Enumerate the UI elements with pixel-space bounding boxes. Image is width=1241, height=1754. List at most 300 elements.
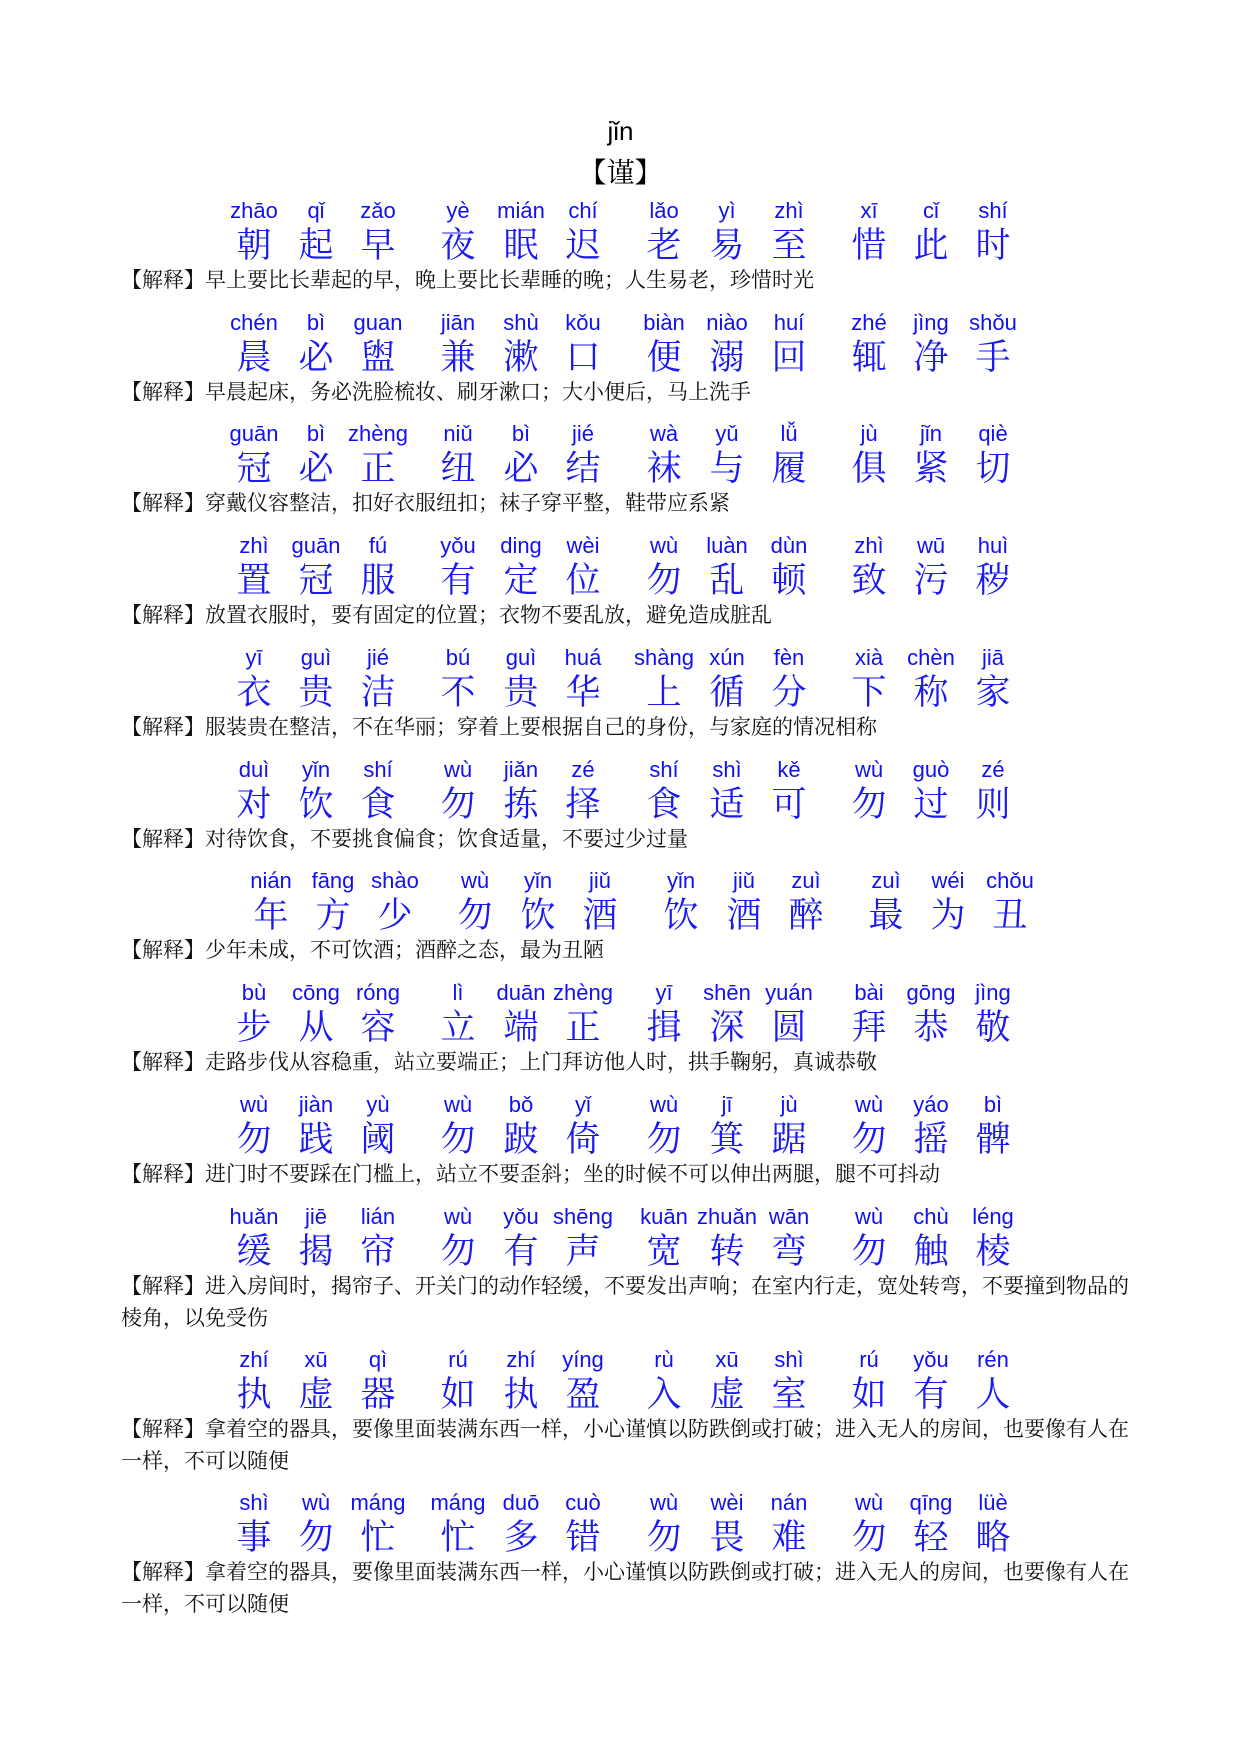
explanation-body: 走路步伐从容稳重，站立要端正；上门拜访他人时，拱手鞠躬，真诚恭敬	[205, 1050, 877, 1074]
verse-character: 乱	[709, 561, 745, 601]
pinyin-syllable: bài	[854, 980, 884, 1005]
verse-character: 畏	[709, 1518, 745, 1558]
pinyin-syllable: xū	[304, 1347, 328, 1372]
pinyin-syllable: wà	[649, 421, 679, 446]
pinyin-syllable: rú	[859, 1347, 879, 1372]
verse-character: 执	[236, 1375, 272, 1415]
pinyin-syllable: wù	[460, 868, 490, 893]
verse-character: 勿	[236, 1120, 272, 1160]
explanation-tag: 【解释】	[121, 1560, 205, 1584]
explanation-body: 对待饮食，不要挑食偏食；饮食适量，不要过少过量	[205, 827, 688, 851]
verse-character: 辄	[851, 338, 887, 378]
verse-character: 秽	[975, 561, 1011, 601]
pinyin-syllable: jìng	[975, 980, 1011, 1005]
verse-character: 错	[565, 1518, 601, 1558]
verse-character: 醉	[788, 896, 824, 936]
pinyin-syllable: zhèng	[348, 421, 408, 446]
explanation-text	[121, 1046, 1131, 1078]
verse-character: 多	[503, 1518, 539, 1558]
pinyin-syllable: kě	[777, 757, 801, 782]
pinyin-syllable: shēng	[553, 1204, 613, 1229]
pinyin-syllable: jiā	[981, 645, 1005, 670]
pinyin-syllable: niào	[706, 310, 748, 335]
pinyin-syllable: wū	[916, 533, 946, 558]
explanation-tag: 【解释】	[121, 268, 205, 292]
pinyin-syllable: nián	[250, 868, 292, 893]
verse-character: 事	[236, 1518, 272, 1558]
pinyin-syllable: shì	[774, 1347, 804, 1372]
verse-character: 箕	[709, 1120, 745, 1160]
verse-character: 袜	[646, 449, 682, 489]
verse-character: 难	[771, 1518, 807, 1558]
pinyin-syllable: xū	[715, 1347, 739, 1372]
verse-character: 立	[440, 1008, 476, 1048]
explanation-text	[121, 376, 1131, 408]
verse-character: 踞	[771, 1120, 807, 1160]
pinyin-syllable: jiē	[304, 1204, 328, 1229]
verse-character: 缓	[236, 1232, 272, 1272]
pinyin-syllable: guan	[353, 310, 403, 335]
section-title: 【谨】	[578, 156, 663, 189]
verse-character: 家	[975, 673, 1011, 713]
explanation-text	[121, 711, 1131, 743]
pinyin-syllable: nán	[770, 1490, 808, 1515]
pinyin-syllable: zé	[571, 757, 595, 782]
verse-character: 污	[913, 561, 949, 601]
verse-character: 人	[975, 1375, 1011, 1415]
pinyin-syllable: shí	[978, 198, 1008, 223]
pinyin-syllable: yǐn	[523, 868, 553, 893]
verse-character: 手	[975, 338, 1011, 378]
verse-character: 上	[646, 673, 682, 713]
explanation-tag: 【解释】	[121, 715, 205, 739]
pinyin-syllable: chí	[568, 198, 598, 223]
pinyin-syllable: shēn	[703, 980, 751, 1005]
pinyin-syllable: yī	[245, 645, 263, 670]
pinyin-syllable: rù	[654, 1347, 674, 1372]
verse-character: 位	[565, 561, 601, 601]
pinyin-syllable: guān	[229, 421, 279, 446]
pinyin-syllable: jìng	[913, 310, 949, 335]
verse-character: 食	[360, 785, 396, 825]
verse-character: 勿	[646, 1518, 682, 1558]
verse-character: 易	[709, 226, 745, 266]
verse-character: 转	[709, 1232, 745, 1272]
verse-character: 起	[298, 226, 334, 266]
explanation-body: 进入房间时，揭帘子、开关门的动作轻缓，不要发出声响；在室内行走，宽处转弯，不要撞到物品的棱角，以免受伤	[121, 1274, 1129, 1330]
verse-character: 择	[565, 785, 601, 825]
pinyin-syllable: dùn	[770, 533, 808, 558]
pinyin-syllable: wù	[854, 757, 884, 782]
verse-character: 勿	[646, 1120, 682, 1160]
pinyin-syllable: bú	[445, 645, 471, 670]
verse-character: 必	[298, 449, 334, 489]
verse-character: 器	[360, 1375, 396, 1415]
explanation-tag: 【解释】	[121, 1050, 205, 1074]
pinyin-syllable: guò	[912, 757, 950, 782]
pinyin-syllable: bì	[511, 421, 531, 446]
verse-character: 循	[709, 673, 745, 713]
verse-character: 揭	[298, 1232, 334, 1272]
verse-character: 迟	[565, 226, 601, 266]
pinyin-syllable: wù	[443, 1092, 473, 1117]
pinyin-syllable: yuán	[765, 980, 813, 1005]
verse-character: 酒	[582, 896, 618, 936]
verse-character: 帘	[360, 1232, 396, 1272]
explanation-tag: 【解释】	[121, 603, 205, 627]
verse-character: 对	[236, 785, 272, 825]
pinyin-syllable: yǒu	[913, 1347, 949, 1372]
pinyin-syllable: shì	[239, 1490, 269, 1515]
explanation-body: 放置衣服时，要有固定的位置；衣物不要乱放，避免造成脏乱	[205, 603, 772, 627]
pinyin-syllable: léng	[972, 1204, 1014, 1229]
pinyin-syllable: zuì	[871, 868, 901, 893]
explanation-tag: 【解释】	[121, 1274, 205, 1298]
pinyin-syllable: jiān	[440, 310, 476, 335]
verse-character: 华	[565, 673, 601, 713]
verse-character: 勿	[457, 896, 493, 936]
verse-character: 夜	[440, 226, 476, 266]
verse-character: 分	[771, 673, 807, 713]
pinyin-syllable: shàng	[634, 645, 694, 670]
pinyin-syllable: rén	[977, 1347, 1009, 1372]
pinyin-syllable: máng	[350, 1490, 406, 1515]
pinyin-syllable: chén	[230, 310, 278, 335]
verse-character: 酒	[726, 896, 762, 936]
verse-character: 履	[771, 449, 807, 489]
verse-character: 贵	[298, 673, 334, 713]
pinyin-syllable: niǔ	[443, 421, 473, 446]
verse-character: 容	[360, 1008, 396, 1048]
pinyin-syllable: yǔ	[715, 421, 739, 446]
pinyin-syllable: wéi	[931, 868, 965, 893]
pinyin-syllable: chǒu	[986, 868, 1034, 893]
explanation-text	[121, 1413, 1131, 1477]
pinyin-syllable: chù	[913, 1204, 949, 1229]
pinyin-syllable: luàn	[706, 533, 748, 558]
pinyin-syllable: lüè	[978, 1490, 1008, 1515]
pinyin-syllable: zhuǎn	[697, 1204, 757, 1229]
verse-character: 兼	[440, 338, 476, 378]
verse-character: 方	[315, 896, 351, 936]
pinyin-syllable: yù	[366, 1092, 390, 1117]
verse-character: 弯	[771, 1232, 807, 1272]
pinyin-syllable: cōng	[292, 980, 340, 1005]
pinyin-syllable: zé	[981, 757, 1005, 782]
verse-character: 略	[975, 1518, 1011, 1558]
verse-character: 丑	[992, 896, 1028, 936]
verse-character: 回	[771, 338, 807, 378]
pinyin-syllable: cuò	[565, 1490, 601, 1515]
verse-character: 紧	[913, 449, 949, 489]
verse-character: 冠	[236, 449, 272, 489]
pinyin-syllable: fèn	[773, 645, 805, 670]
pinyin-syllable: huǎn	[229, 1204, 279, 1229]
verse-character: 有	[913, 1375, 949, 1415]
pinyin-syllable: wù	[649, 1490, 679, 1515]
pinyin-syllable: yì	[718, 198, 736, 223]
pinyin-syllable: shào	[371, 868, 419, 893]
verse-character: 口	[565, 338, 601, 378]
pinyin-syllable: jù	[780, 1092, 798, 1117]
verse-character: 拣	[503, 785, 539, 825]
pinyin-syllable: lián	[360, 1204, 396, 1229]
title-pinyin: jǐn	[607, 116, 634, 146]
verse-character: 为	[930, 896, 966, 936]
verse-character: 拜	[851, 1008, 887, 1048]
verse-character: 少	[377, 896, 413, 936]
pinyin-syllable: yǒu	[440, 533, 476, 558]
pinyin-syllable: fú	[368, 533, 388, 558]
pinyin-syllable: kǒu	[565, 310, 601, 335]
pinyin-syllable: guān	[291, 533, 341, 558]
pinyin-syllable: jù	[860, 421, 878, 446]
verse-character: 室	[771, 1375, 807, 1415]
pinyin-syllable: yī	[655, 980, 673, 1005]
verse-character: 俱	[851, 449, 887, 489]
pinyin-syllable: jié	[366, 645, 390, 670]
pinyin-syllable: bǒ	[508, 1092, 534, 1117]
explanation-tag: 【解释】	[121, 491, 205, 515]
explanation-body: 少年未成，不可饮酒；酒醉之态，最为丑陋	[205, 938, 604, 962]
pinyin-syllable: jiǎn	[503, 757, 539, 782]
verse-character: 盥	[360, 338, 396, 378]
explanation-text	[121, 1556, 1131, 1620]
pinyin-syllable: mián	[497, 198, 545, 223]
verse-character: 勿	[851, 1232, 887, 1272]
verse-character: 纽	[440, 449, 476, 489]
pinyin-syllable: wèi	[710, 1490, 744, 1515]
pinyin-syllable: bì	[306, 310, 326, 335]
verse-character: 眠	[503, 226, 539, 266]
verse-character: 宽	[646, 1232, 682, 1272]
pinyin-syllable: chèn	[907, 645, 955, 670]
verse-character: 如	[440, 1375, 476, 1415]
explanation-body: 进门时不要踩在门槛上，站立不要歪斜；坐的时候不可以伸出两腿，腿不可抖动	[205, 1162, 940, 1186]
verse-character: 致	[851, 561, 887, 601]
explanation-text	[121, 599, 1131, 631]
verse-character: 惜	[851, 226, 887, 266]
verse-character: 如	[851, 1375, 887, 1415]
pinyin-syllable: zhì	[239, 533, 269, 558]
verse-character: 盈	[565, 1375, 601, 1415]
pinyin-syllable: biàn	[643, 310, 685, 335]
verse-character: 溺	[709, 338, 745, 378]
verse-character: 冠	[298, 561, 334, 601]
pinyin-syllable: jiǔ	[588, 868, 612, 893]
pinyin-syllable: duì	[238, 757, 270, 782]
verse-character: 揖	[646, 1008, 682, 1048]
explanation-text	[121, 487, 1131, 519]
verse-character: 勿	[440, 785, 476, 825]
verse-character: 有	[440, 561, 476, 601]
verse-character: 髀	[975, 1120, 1011, 1160]
verse-character: 顿	[771, 561, 807, 601]
explanation-tag: 【解释】	[121, 380, 205, 404]
explanation-body: 穿戴仪容整洁，扣好衣服纽扣；袜子穿平整，鞋带应系紧	[205, 491, 730, 515]
pinyin-syllable: huá	[564, 645, 602, 670]
pinyin-syllable: wù	[854, 1490, 884, 1515]
pinyin-syllable: wù	[854, 1204, 884, 1229]
verse-character: 勿	[440, 1232, 476, 1272]
pinyin-syllable: yáo	[913, 1092, 949, 1117]
pinyin-syllable: duō	[502, 1490, 540, 1515]
pinyin-syllable: wān	[768, 1204, 810, 1229]
verse-character: 饮	[663, 896, 699, 936]
verse-character: 声	[565, 1232, 601, 1272]
verse-character: 有	[503, 1232, 539, 1272]
verse-character: 定	[503, 561, 539, 601]
verse-character: 衣	[236, 673, 272, 713]
verse-character: 端	[503, 1008, 539, 1048]
pinyin-syllable: róng	[355, 980, 401, 1005]
pinyin-syllable: rú	[448, 1347, 468, 1372]
verse-character: 晨	[236, 338, 272, 378]
verse-character: 与	[709, 449, 745, 489]
verse-character: 正	[360, 449, 396, 489]
pinyin-syllable: jiàn	[298, 1092, 334, 1117]
verse-character: 最	[868, 896, 904, 936]
verse-character: 执	[503, 1375, 539, 1415]
verse-character: 时	[975, 226, 1011, 266]
verse-character: 勿	[851, 785, 887, 825]
verse-character: 勿	[440, 1120, 476, 1160]
verse-character: 便	[646, 338, 682, 378]
verse-character: 置	[236, 561, 272, 601]
explanation-tag: 【解释】	[121, 1417, 205, 1441]
explanation-text	[121, 934, 1131, 966]
pinyin-syllable: fāng	[311, 868, 355, 893]
explanation-body: 拿着空的器具，要像里面装满东西一样，小心谨慎以防跌倒或打破；进入无人的房间，也要像有人在一样，不可以随便	[121, 1560, 1129, 1616]
explanation-tag: 【解释】	[121, 938, 205, 962]
pinyin-syllable: shí	[649, 757, 679, 782]
verse-character: 漱	[503, 338, 539, 378]
verse-character: 深	[709, 1008, 745, 1048]
verse-character: 适	[709, 785, 745, 825]
pinyin-syllable: huí	[773, 310, 805, 335]
verse-character: 必	[503, 449, 539, 489]
verse-character: 服	[360, 561, 396, 601]
verse-character: 入	[646, 1375, 682, 1415]
verse-character: 践	[298, 1120, 334, 1160]
pinyin-syllable: lǚ	[780, 421, 798, 446]
verse-character: 忙	[440, 1518, 476, 1558]
pinyin-syllable: wù	[649, 533, 679, 558]
pinyin-syllable: guì	[300, 645, 332, 670]
verse-character: 不	[440, 673, 476, 713]
verse-character: 洁	[360, 673, 396, 713]
pinyin-syllable: zhì	[774, 198, 804, 223]
verse-character: 年	[253, 896, 289, 936]
explanation-body: 早晨起床，务必洗脸梳妆、刷牙漱口；大小便后，马上洗手	[205, 380, 751, 404]
pinyin-syllable: jǐn	[919, 421, 943, 446]
verse-character: 忙	[360, 1518, 396, 1558]
verse-character: 正	[565, 1008, 601, 1048]
verse-character: 圆	[771, 1008, 807, 1048]
pinyin-syllable: yǐn	[301, 757, 331, 782]
verse-character: 倚	[565, 1120, 601, 1160]
pinyin-syllable: wù	[854, 1092, 884, 1117]
verse-character: 饮	[298, 785, 334, 825]
pinyin-syllable: qīng	[909, 1490, 953, 1515]
verse-character: 老	[646, 226, 682, 266]
verse-character: 必	[298, 338, 334, 378]
verse-character: 朝	[236, 226, 272, 266]
pinyin-syllable: jī	[721, 1092, 733, 1117]
pinyin-syllable: qǐ	[307, 198, 325, 223]
pinyin-syllable: shì	[712, 757, 742, 782]
pinyin-syllable: gōng	[906, 980, 956, 1005]
explanation-tag: 【解释】	[121, 827, 205, 851]
verse-character: 勿	[851, 1120, 887, 1160]
explanation-body: 服装贵在整洁，不在华丽；穿着上要根据自己的身份，与家庭的情况相称	[205, 715, 877, 739]
explanation-text	[121, 1158, 1131, 1190]
verse-character: 过	[913, 785, 949, 825]
explanation-text	[121, 823, 1131, 855]
verse-character: 至	[771, 226, 807, 266]
pinyin-syllable: huì	[977, 533, 1009, 558]
pinyin-syllable: bì	[306, 421, 326, 446]
pinyin-syllable: shǒu	[969, 310, 1017, 335]
verse-character: 食	[646, 785, 682, 825]
verse-character: 早	[360, 226, 396, 266]
pinyin-syllable: zhí	[506, 1347, 536, 1372]
pinyin-syllable: yè	[446, 198, 470, 223]
verse-character: 摇	[913, 1120, 949, 1160]
pinyin-syllable: zhé	[851, 310, 887, 335]
pinyin-syllable: wù	[301, 1490, 331, 1515]
pinyin-syllable: xī	[860, 198, 878, 223]
pinyin-syllable: xún	[709, 645, 745, 670]
pinyin-syllable: wèi	[566, 533, 600, 558]
pinyin-syllable: jiǔ	[732, 868, 756, 893]
pinyin-syllable: zuì	[791, 868, 821, 893]
pinyin-syllable: lì	[452, 980, 464, 1005]
pinyin-syllable: wù	[239, 1092, 269, 1117]
verse-character: 阈	[360, 1120, 396, 1160]
pinyin-syllable: ding	[500, 533, 542, 558]
pinyin-syllable: bù	[241, 980, 267, 1005]
pinyin-syllable: zǎo	[360, 198, 396, 223]
verse-character: 可	[771, 785, 807, 825]
pinyin-syllable: yǐn	[666, 868, 696, 893]
pinyin-syllable: shí	[363, 757, 393, 782]
explanation-tag: 【解释】	[121, 1162, 205, 1186]
verse-character: 恭	[913, 1008, 949, 1048]
pinyin-syllable: guì	[505, 645, 537, 670]
pinyin-syllable: bì	[983, 1092, 1003, 1117]
verse-character: 步	[236, 1008, 272, 1048]
verse-character: 净	[913, 338, 949, 378]
verse-character: 勿	[298, 1518, 334, 1558]
pinyin-syllable: kuān	[640, 1204, 688, 1229]
pinyin-syllable: zhāo	[230, 198, 278, 223]
verse-character: 结	[565, 449, 601, 489]
verse-character: 称	[913, 673, 949, 713]
pinyin-syllable: wù	[443, 757, 473, 782]
verse-character: 切	[975, 449, 1011, 489]
pinyin-syllable: yǐ	[575, 1092, 591, 1117]
pinyin-syllable: xià	[854, 645, 884, 670]
pinyin-syllable: yíng	[562, 1347, 604, 1372]
verse-character: 棱	[975, 1232, 1011, 1272]
explanation-text	[121, 1270, 1131, 1334]
explanation-body: 早上要比长辈起的早，晚上要比长辈睡的晚；人生易老，珍惜时光	[205, 268, 814, 292]
pinyin-syllable: jié	[571, 421, 595, 446]
pinyin-syllable: wù	[649, 1092, 679, 1117]
verse-character: 虚	[709, 1375, 745, 1415]
verse-character: 轻	[913, 1518, 949, 1558]
